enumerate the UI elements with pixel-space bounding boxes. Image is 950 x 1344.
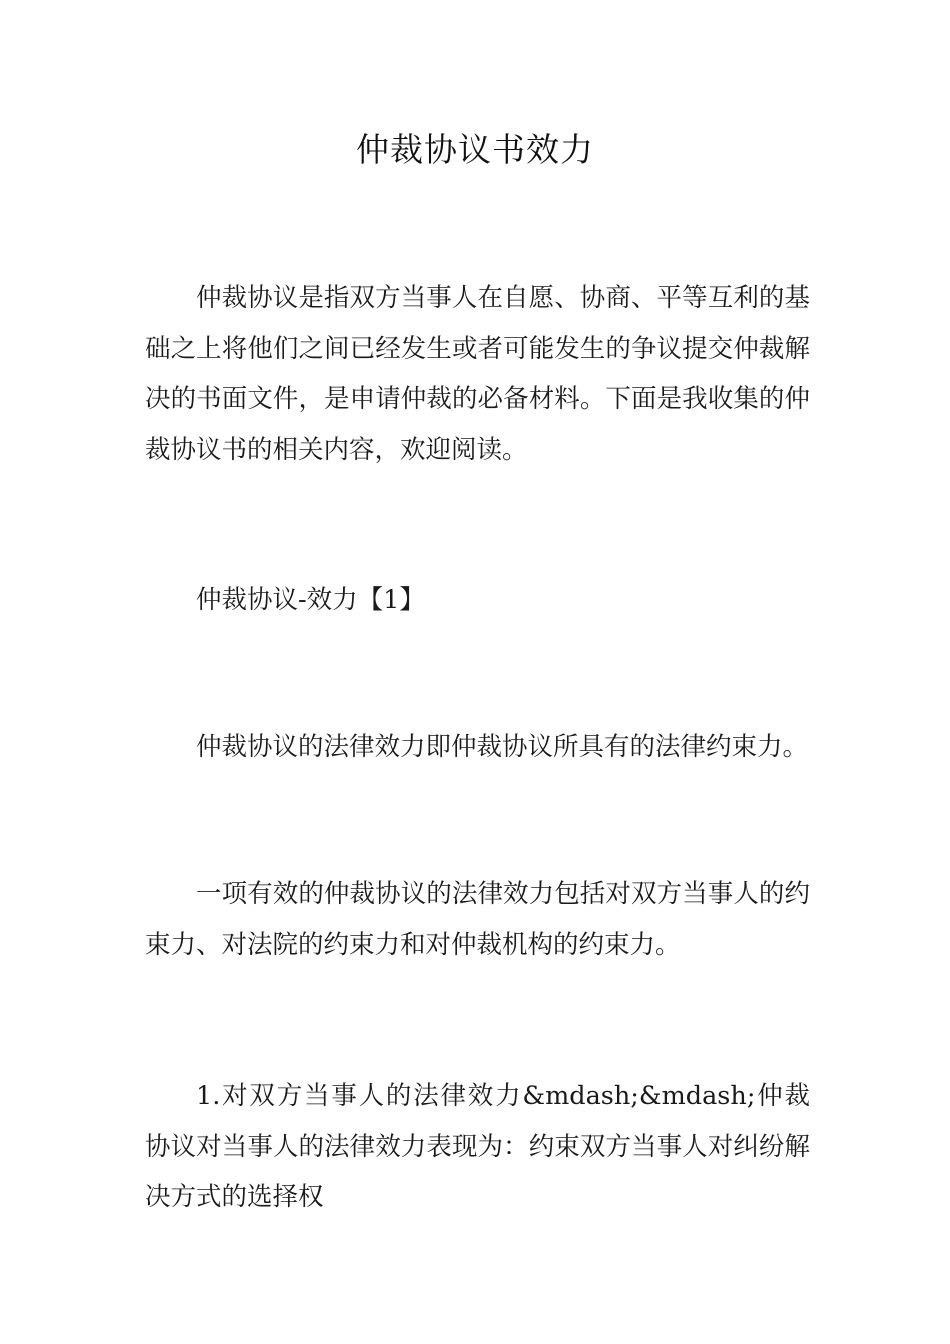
section-heading: 仲裁协议-效力【1】 <box>196 585 425 615</box>
body-paragraph: 一项有效的仲裁协议的法律效力包括对双方当事人的约束力、对法院的约束力和对仲裁机构的约束力。 <box>145 879 810 960</box>
body-paragraph: 1.对双方当事人的法律效力&mdash;&mdash;仲裁协议对当事人的法律效力表现为：约束双方当事人对纠纷解决方式的选择权 <box>145 1081 810 1212</box>
document-title: 仲裁协议书效力 <box>356 130 594 169</box>
intro-paragraph: 仲裁协议是指双方当事人在自愿、协商、平等互利的基础之上将他们之间已经发生或者可能发生的争议提交仲裁解决的书面文件，是申请仲裁的必备材料。下面是我收集的仲裁协议书的相关内容，欢迎阅读。 <box>145 283 810 465</box>
body-paragraph: 仲裁协议的法律效力即仲裁协议所具有的法律约束力。 <box>196 732 809 762</box>
